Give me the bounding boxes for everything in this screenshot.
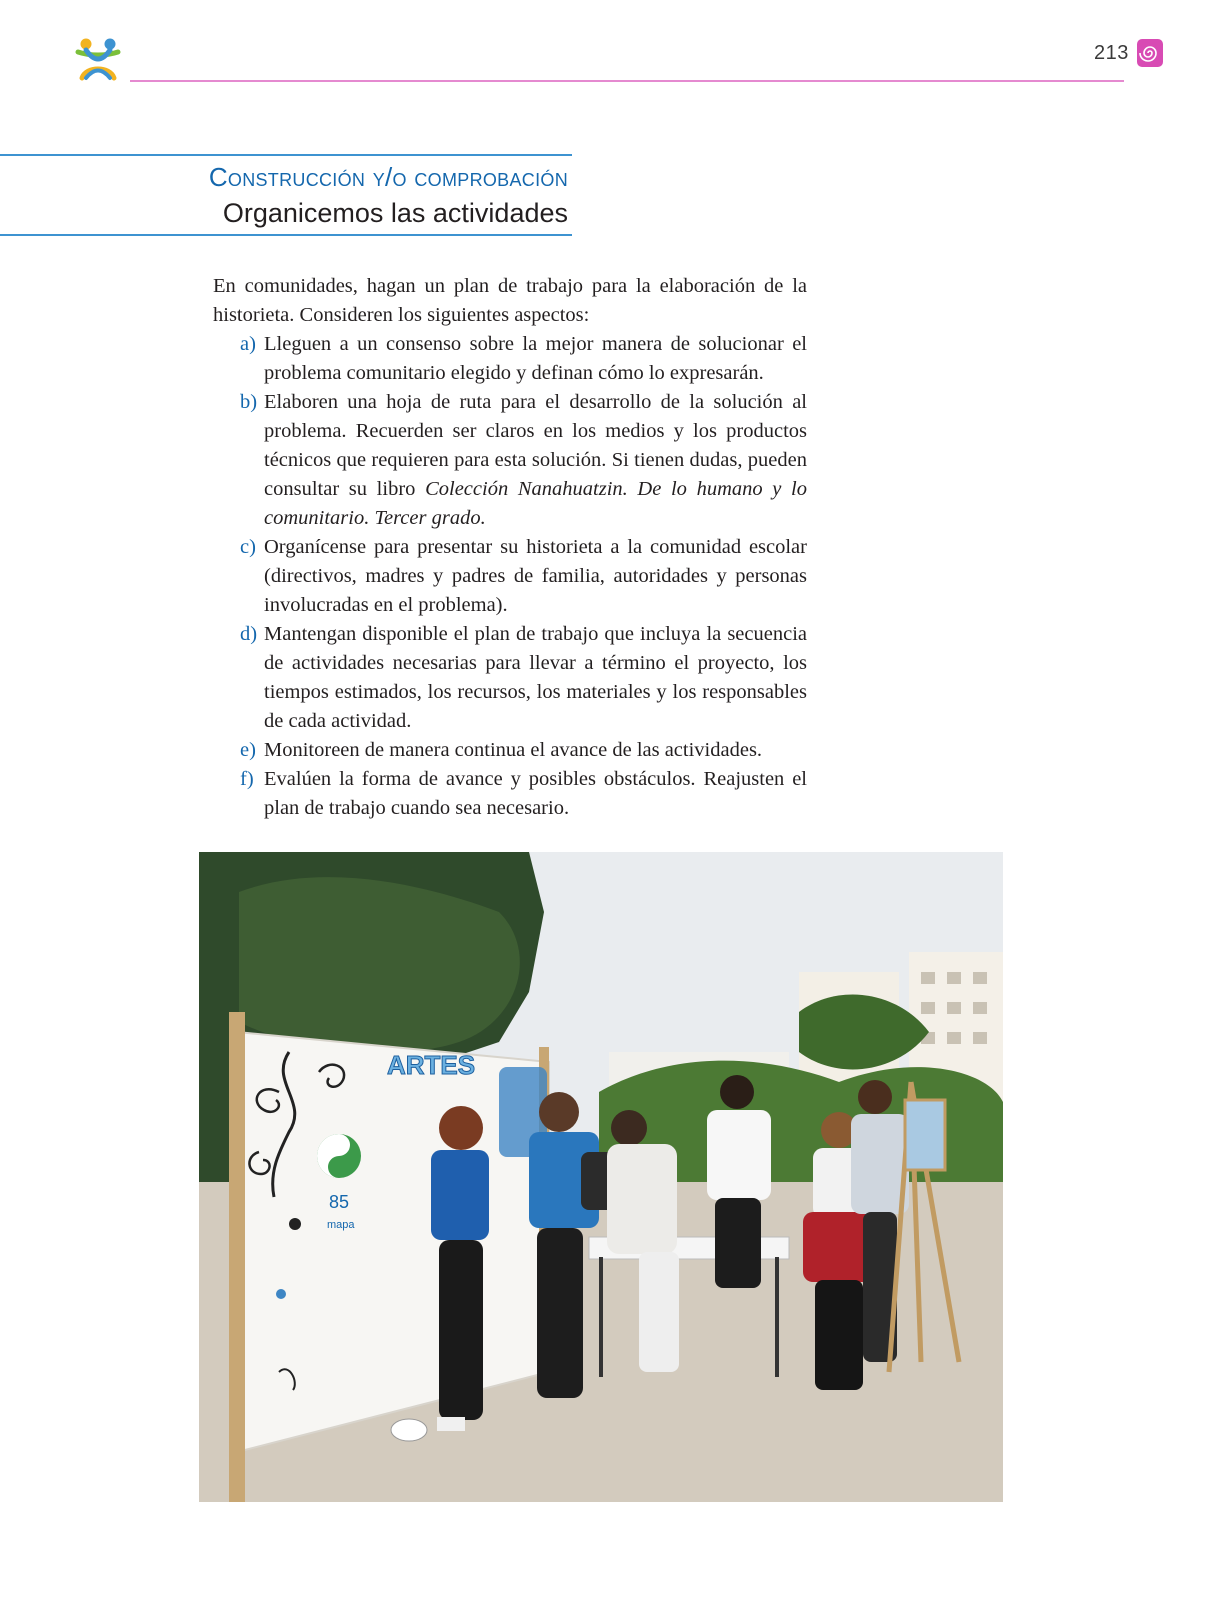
mural-number: 85	[329, 1192, 350, 1212]
task-list	[213, 330, 807, 823]
task-item-b	[213, 388, 807, 533]
task-text: Evalúen la forma de avance y posibles obstáculos. Reajusten el plan de trabajo cuando sea necesario.	[264, 768, 807, 819]
instructions-body	[213, 272, 807, 823]
task-letter: e)	[240, 739, 256, 761]
section-title: Construcción y/o comprobación	[208, 162, 568, 192]
header-rule	[130, 80, 1124, 82]
task-text: Lleguen a un consenso sobre la mejor manera de solucionar el problema comunitario elegido y definan cómo lo expresarán.	[264, 333, 807, 384]
task-letter: d)	[240, 623, 258, 645]
task-text: Monitoreen de manera continua el avance de las actividades.	[264, 739, 763, 761]
intertwined-figures-logo-icon	[72, 34, 124, 84]
task-text: Organícense para presentar su historieta a la comunidad escolar (directivos, madres y padres de familia, autoridades y personas involucradas en el problema).	[264, 536, 807, 616]
section-heading	[0, 154, 572, 236]
mural-artes: ARTES	[387, 1050, 476, 1080]
page-number: 213	[1094, 42, 1129, 64]
book-title: Colección Nanahuatzin. De lo humano y lo comunitario. Tercer grado.	[264, 478, 808, 529]
task-text: Elaboren una hoja de ruta para el desarrollo de la solución al problema. Recuerden ser claros en los medios y los productos técnicos que requieren para esta solución. Si tienen dudas, pueden consultar su libro	[264, 391, 807, 500]
task-letter: f)	[240, 768, 254, 790]
task-item-d	[213, 620, 807, 736]
task-item-f	[213, 765, 807, 823]
section-subtitle: Organicemos las actividades	[222, 198, 568, 228]
task-letter: b)	[240, 391, 258, 413]
mural-word: mapa	[327, 1219, 355, 1231]
task-item-e	[213, 736, 807, 765]
intro-paragraph: En comunidades, hagan un plan de trabajo para la elaboración de la historieta. Consideren los siguientes aspectos:	[213, 275, 807, 326]
section-rule-bottom	[0, 234, 572, 236]
students-mural-photo	[199, 852, 1003, 1502]
task-item-c	[213, 533, 807, 620]
task-item-a	[213, 330, 807, 388]
task-text: Mantengan disponible el plan de trabajo que incluya la secuencia de actividades necesarias para llevar a término el proyecto, los tiempos estimados, los recursos, los materiales y los responsables de cada actividad.	[264, 623, 807, 732]
task-letter: c)	[240, 536, 256, 558]
spiral-glyph-icon	[1136, 38, 1164, 68]
section-rule-top	[0, 154, 572, 156]
task-letter: a)	[240, 333, 256, 355]
